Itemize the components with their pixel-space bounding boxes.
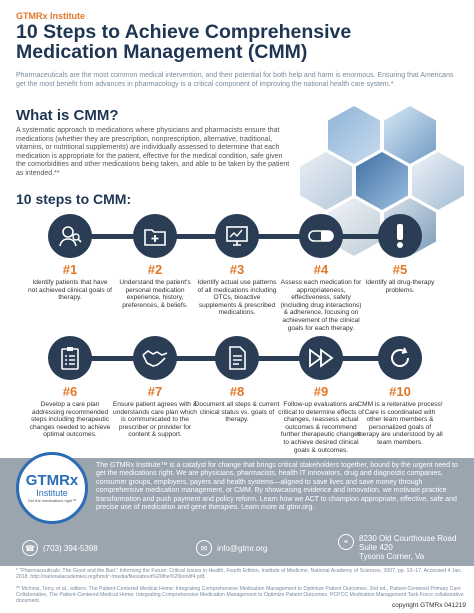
pills-photo bbox=[384, 106, 436, 164]
step-text: Identify all drug-therapy problems. bbox=[365, 279, 435, 294]
location-pin-icon: ⌖ bbox=[338, 534, 354, 550]
what-heading: What is CMM? bbox=[16, 107, 119, 124]
clipboard-checklist-icon bbox=[48, 336, 92, 380]
handshake-icon bbox=[133, 336, 177, 380]
document-icon bbox=[215, 336, 259, 380]
step-number: #9 bbox=[313, 384, 329, 399]
brand-label: GTMRx Institute bbox=[16, 11, 85, 21]
address-line-3: Tysons Corner, Va bbox=[359, 552, 425, 561]
monitor-chart-icon bbox=[215, 214, 259, 258]
email-contact[interactable] bbox=[196, 540, 267, 556]
address-line-2: Suite 420 bbox=[359, 543, 393, 552]
step-number: #4 bbox=[313, 262, 329, 277]
phone-contact[interactable] bbox=[22, 540, 98, 556]
step-number: #3 bbox=[229, 262, 245, 277]
steps-heading: 10 steps to CMM: bbox=[16, 191, 132, 207]
address-contact bbox=[338, 534, 456, 561]
step-number: #6 bbox=[62, 384, 78, 399]
patient-photo bbox=[300, 152, 352, 210]
patient-search-icon bbox=[48, 214, 92, 258]
blue-pills-photo bbox=[356, 152, 408, 210]
step-text: Develop a care plan addressing recommended steps including therapeutic changes needed to achieve optimal outcomes. bbox=[29, 401, 111, 439]
footnote-2: ** McInnis, Terry, et al., editors. The Patient-Centered Medical Home: Integrating Comprehensive Medication Management to Optimize Patient Outcomes. 2nd ed., Patient-Centered Primary Care Collaborative, The Patient-Centered Medical Home: Integrating Comprehensive Medication Management to Optimize Patient Outcomes. PCPCC Medication Management Task Force collaborative document. bbox=[16, 586, 464, 605]
step-text: Identify actual use patterns of all medications including OTCs, bioactive supplements & prescribed medications. bbox=[197, 279, 277, 317]
alert-icon bbox=[378, 214, 422, 258]
step-text: Identify patients that have not achieved clinical goals of therapy. bbox=[28, 279, 112, 302]
step-text: Document all steps & current clinical status vs. goals of therapy. bbox=[194, 401, 280, 424]
step-text: Assess each medication for appropriateness, effectiveness, safety (including drug interactions) & adherence, focusing on achievement of the clinical goals for each therapy. bbox=[280, 279, 362, 332]
step-number: #10 bbox=[389, 384, 411, 399]
step-number: #7 bbox=[147, 384, 163, 399]
surgeons-photo bbox=[328, 106, 380, 164]
logo-tagline: Get the medications right™ bbox=[27, 497, 77, 503]
gtmrx-logo bbox=[16, 452, 88, 524]
step-number: #1 bbox=[62, 262, 78, 277]
email-icon: ✉ bbox=[196, 540, 212, 556]
refresh-icon bbox=[378, 336, 422, 380]
footnotes-area bbox=[0, 566, 474, 613]
page-title: 10 Steps to Achieve Comprehensive Medication Management (CMM) bbox=[16, 21, 352, 63]
step-number: #8 bbox=[229, 384, 245, 399]
logo-main: GTMRx bbox=[25, 471, 79, 489]
step-text: Follow-up evaluations are critical to determine effects of changes, reassess actual outcomes & recommend further therapeutic changes to achieve desired clinical goals & outcomes. bbox=[278, 401, 364, 454]
step-text: Understand the patient's personal medication experience, history, preferences, & beliefs. bbox=[119, 279, 191, 309]
copyright-text: copyright GTMRx 041219 bbox=[391, 602, 466, 609]
step-number: #2 bbox=[147, 262, 163, 277]
phone-icon: ☎ bbox=[22, 540, 38, 556]
logo-sub: Institute bbox=[36, 487, 68, 498]
what-body: A systematic approach to medications where physicians and pharmacists ensure that medications (whether they are prescription, nonprescription, alternative, traditional, vitamins, or nutritional supplements) are individually assessed to determine that each medication is appropriate for the patient, effective for the medical condition, safe given the comorbidities and other medications being taken, and able to be taken by the patient as intended.** bbox=[16, 127, 290, 177]
address-line-1: 8230 Old Courthouse Road bbox=[359, 534, 457, 543]
footnote-1: * "Pharmaceuticals: The Good and the Bad." Informing the Future: Critical Issues in Health, Fourth Edition, Institute of Medicine, National Academy of Sciences, 2007, pp. 13–17. Accessed 4 Jan. 2018. http://nationalacademies.org/hmd/~/media/files/about%20the%20iom/if4.pdf. bbox=[16, 568, 462, 581]
email-address: info@gtmr.org bbox=[217, 543, 268, 553]
about-heading: About the GTMRx Institute bbox=[96, 447, 254, 461]
medical-folder-icon bbox=[133, 214, 177, 258]
about-body: The GTMRx Institute™ is a catalyst for change that brings critical stakeholders together, bound by the urgent need to get the medications right. We are physicians, pharmacists, health IT innovators, drug and diagnostic companies, consumer groups, employers, payers and health systems—aligned to save lives and save money through comprehensive medication management, or CMM. By showcasing evidence and innovation, we motivate practice transformation and push payment and policy reform. Learn how we ACT to champion appropriate, effective, safe and precise use of medication and gene therapies. Learn more at gtmr.org. bbox=[96, 462, 458, 512]
capsule-icon bbox=[299, 214, 343, 258]
intro-text: Pharmaceuticals are the most common medical intervention, and their potential for both help and harm is enormous. Ensuring that Americans get the most benefit from advances in pharmacology is a critical component of improving the national health care system.* bbox=[16, 72, 454, 88]
step-text: Ensure patient agrees with & understands care plan which is communicated to the prescriber or provider for content & support. bbox=[112, 401, 198, 439]
capsules-photo bbox=[412, 152, 464, 210]
step-number: #5 bbox=[392, 262, 408, 277]
step-text: CMM is a reiterative process! Care is coordinated with other team members & personalized goals of therapy are understood by all team members. bbox=[357, 401, 443, 446]
fast-forward-icon bbox=[299, 336, 343, 380]
phone-number: (703) 394-5398 bbox=[43, 543, 98, 553]
